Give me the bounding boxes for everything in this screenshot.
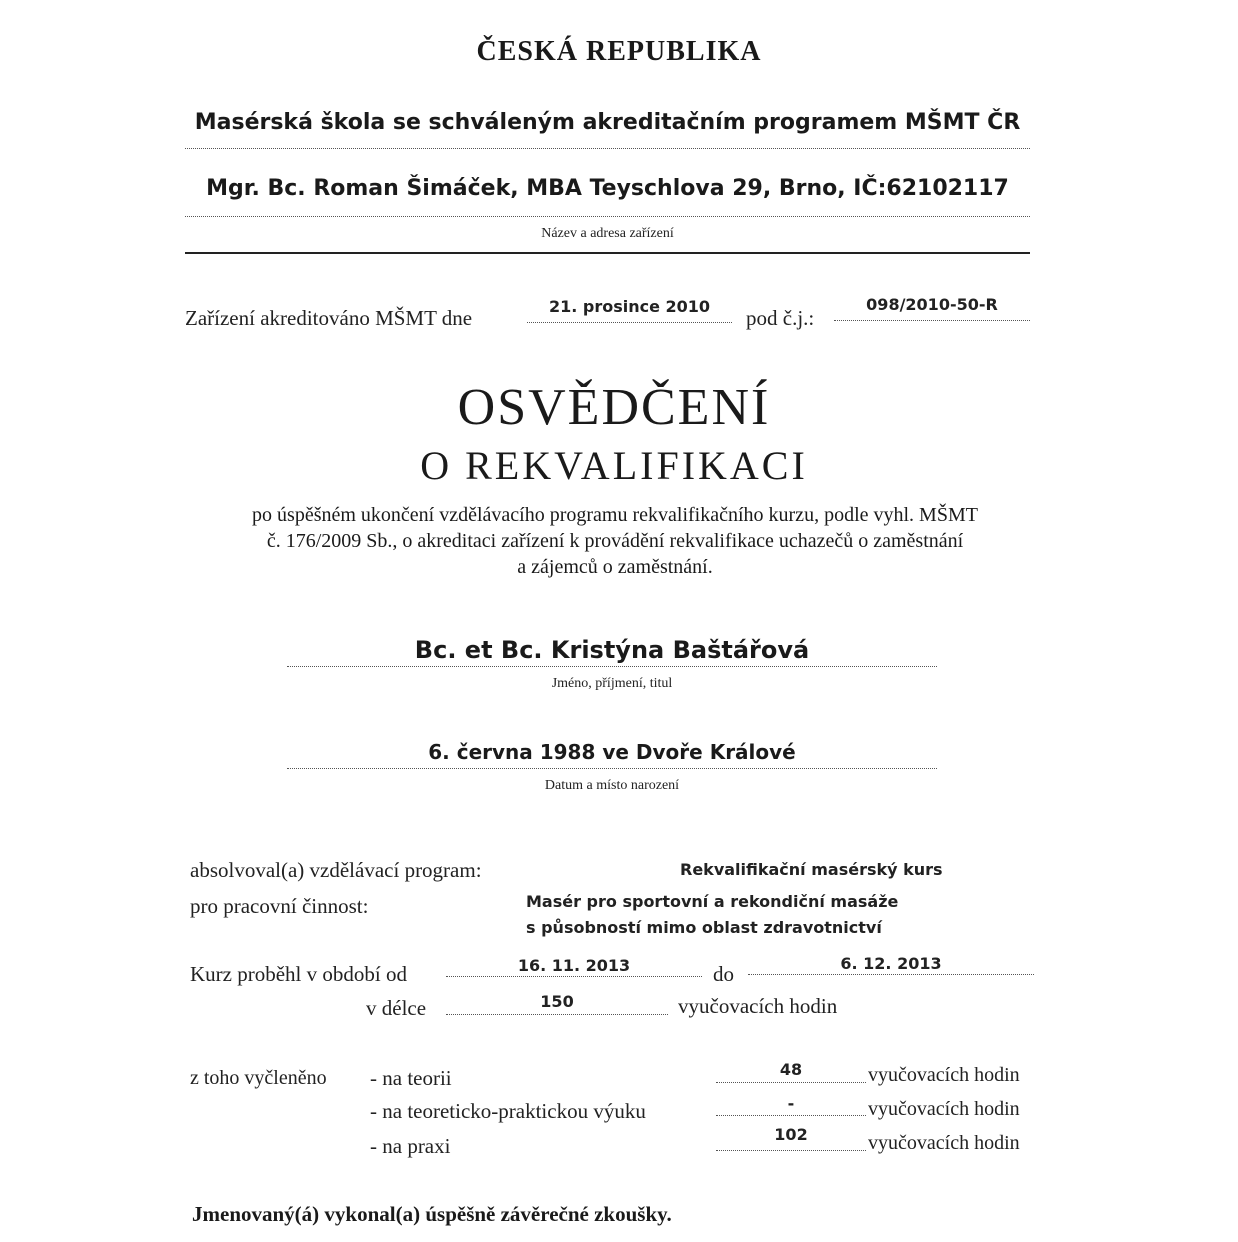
birth-info-line <box>287 768 937 769</box>
accreditation-date-line <box>527 322 732 323</box>
owner-line-underline <box>185 216 1030 217</box>
length-label: v délce <box>366 996 427 1020</box>
length-unit: vyučovacích hodin <box>678 994 838 1018</box>
school-line: Masérská škola se schváleným akreditačním programem MŠMT ČR <box>194 110 1021 135</box>
breakdown-row-mixed-unit: vyučovacích hodin <box>868 1098 1020 1120</box>
period-from-line <box>446 976 702 977</box>
period-to-label: do <box>713 962 734 986</box>
breakdown-row-practice-label: - na praxi <box>370 1134 451 1158</box>
period-from: 16. 11. 2013 <box>517 956 631 975</box>
breakdown-row-theory-line <box>716 1082 866 1083</box>
accreditation-label: Zařízení akreditováno MŠMT dne <box>185 306 473 330</box>
breakdown-row-mixed-line <box>716 1115 866 1116</box>
holder-name: Bc. et Bc. Kristýna Baštářová <box>414 636 810 664</box>
breakdown-row-mixed-value: - <box>787 1094 795 1113</box>
length-value: 150 <box>540 992 574 1011</box>
facility-caption: Název a adresa zařízení <box>541 226 674 241</box>
activity-value-line-1: Masér pro sportovní a rekondiční masáže <box>526 892 899 911</box>
breakdown-row-practice-line <box>716 1150 866 1151</box>
breakdown-row-theory-unit: vyučovacích hodin <box>868 1064 1020 1086</box>
certificate-subtitle: O REKVALIFIKACI <box>420 443 808 488</box>
program-value: Rekvalifikační masérský kurs <box>680 860 943 879</box>
reference-label: pod č.j.: <box>746 306 815 330</box>
intro-line-3: a zájemců o zaměstnání. <box>517 556 713 578</box>
intro-line-2: č. 176/2009 Sb., o akreditaci zařízení k provádění rekvalifikace uchazečů o zaměstnání <box>266 530 964 552</box>
breakdown-row-practice-unit: vyučovacích hodin <box>868 1132 1020 1154</box>
reference-number: 098/2010-50-R <box>866 295 998 314</box>
exam-statement: Jmenovaný(á) vykonal(a) úspěšně závěrečné zkoušky. <box>192 1202 672 1226</box>
intro-line-1: po úspěšném ukončení vzdělávacího programu rekvalifikačního kurzu, podle vyhl. MŠMT <box>252 504 978 526</box>
program-label: absolvoval(a) vzdělávací program: <box>190 858 482 882</box>
owner-line: Mgr. Bc. Roman Šimáček, MBA Teyschlova 29, Brno, IČ:62102117 <box>206 176 1009 201</box>
birth-info: 6. června 1988 ve Dvoře Králové <box>428 740 796 764</box>
breakdown-row-mixed-label: - na teoreticko-praktickou výuku <box>370 1099 646 1123</box>
breakdown-label: z toho vyčleněno <box>190 1067 327 1089</box>
holder-name-line <box>287 666 937 667</box>
period-label: Kurz proběhl v období od <box>190 962 407 986</box>
length-value-line <box>446 1014 668 1015</box>
header-divider <box>185 252 1030 254</box>
breakdown-row-practice-value: 102 <box>774 1125 808 1144</box>
reference-number-line <box>834 320 1030 321</box>
activity-value-line-2: s působností mimo oblast zdravotnictví <box>526 918 882 937</box>
period-to: 6. 12. 2013 <box>840 954 942 973</box>
breakdown-row-theory-value: 48 <box>779 1060 803 1079</box>
certificate-title: OSVĚDČENÍ <box>457 379 771 436</box>
school-line-underline <box>185 148 1030 149</box>
breakdown-row-theory-label: - na teorii <box>370 1066 452 1090</box>
activity-label: pro pracovní činnost: <box>190 894 369 918</box>
period-to-line <box>748 974 1034 975</box>
birth-info-caption: Datum a místo narození <box>544 778 680 793</box>
country-heading: ČESKÁ REPUBLIKA <box>476 36 762 67</box>
accreditation-date: 21. prosince 2010 <box>548 297 711 316</box>
holder-name-caption: Jméno, příjmení, titul <box>551 676 673 691</box>
